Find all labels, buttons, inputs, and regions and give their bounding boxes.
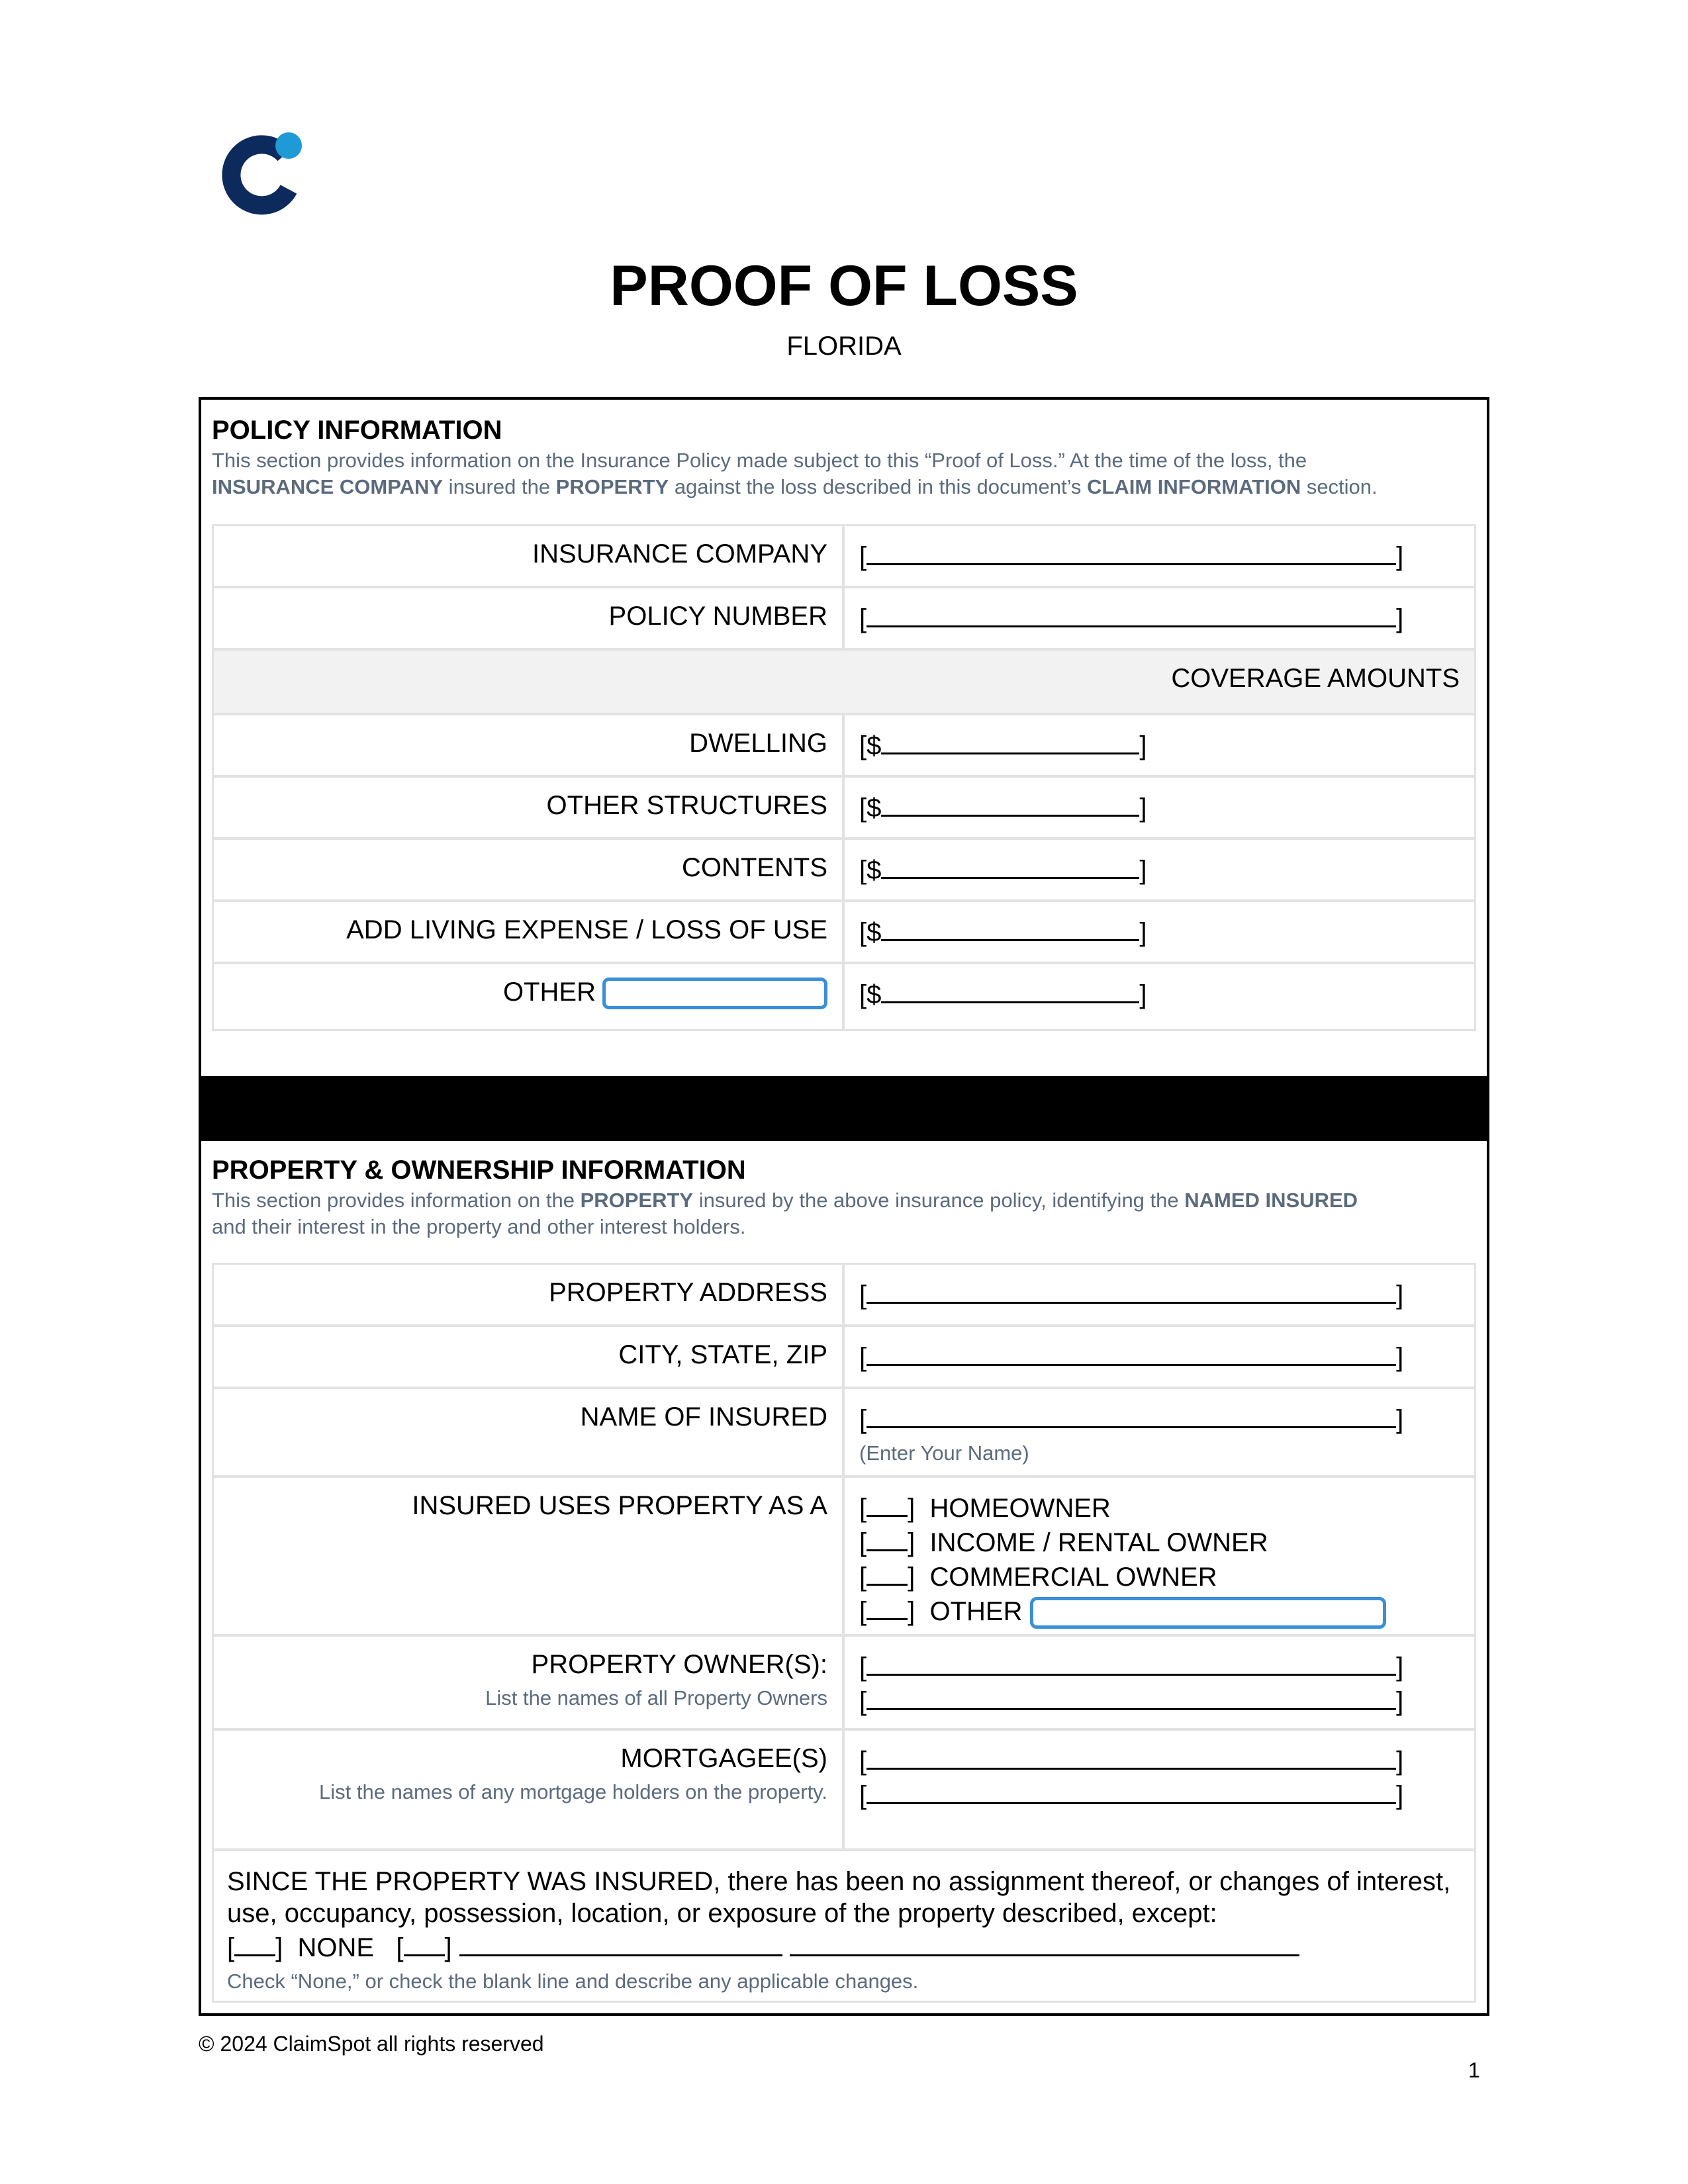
property-section-heading: PROPERTY & OWNERSHIP INFORMATION [212, 1156, 746, 1185]
property-owner-field-1[interactable]: [ ] [859, 1649, 1474, 1683]
living-expense-amount-field[interactable]: [$ ] [845, 902, 1474, 962]
copyright-footer: © 2024 ClaimSpot all rights reserved [199, 2032, 544, 2056]
living-expense-label: ADD LIVING EXPENSE / LOSS OF USE [214, 902, 845, 962]
coverage-amounts-header: COVERAGE AMOUNTS [1171, 664, 1460, 693]
table-row [214, 1731, 1474, 1851]
policy-section-heading: POLICY INFORMATION [212, 416, 502, 445]
changes-none-checkbox[interactable]: [ ] NONE [227, 1933, 374, 1962]
mortgagee-field-2[interactable]: [ ] [859, 1777, 1474, 1811]
table-row [214, 1637, 1474, 1731]
use-option-homeowner[interactable]: [ ] HOMEOWNER [859, 1490, 1474, 1524]
insurance-company-label: INSURANCE COMPANY [214, 526, 845, 586]
name-of-insured-hint: (Enter Your Name) [859, 1441, 1029, 1465]
use-other-input[interactable] [1030, 1597, 1386, 1629]
property-section-description: This section provides information on the PROPERTY insured by the above insurance policy, identifying the NAMED INSURED and their interest in the property and other interest holders. [212, 1189, 1358, 1238]
section-divider-bar [199, 1076, 1489, 1141]
table-row [214, 1389, 1474, 1478]
mortgagee-label: MORTGAGEE(S) [620, 1744, 827, 1773]
contents-label: CONTENTS [214, 840, 845, 899]
dwelling-label: DWELLING [214, 715, 845, 775]
table-row [214, 1851, 1474, 2001]
use-option-commercial[interactable]: [ ] COMMERCIAL OWNER [859, 1559, 1474, 1593]
mortgagee-field-1[interactable]: [ ] [859, 1743, 1474, 1777]
other-coverage-amount-field[interactable]: [$ ] [845, 964, 1474, 1029]
property-use-label: INSURED USES PROPERTY AS A [214, 1478, 845, 1634]
policy-number-field[interactable]: [ ] [845, 588, 1474, 648]
insurance-company-field[interactable]: [ ] [845, 526, 1474, 586]
table-row [214, 902, 1474, 964]
use-option-other[interactable]: [ ] OTHER [859, 1593, 1474, 1629]
table-row [214, 526, 1474, 588]
table-row [214, 651, 1474, 715]
property-address-label: PROPERTY ADDRESS [214, 1265, 845, 1324]
changes-description-field-1[interactable] [459, 1929, 782, 1956]
table-row [214, 1327, 1474, 1389]
changes-description-field-2[interactable] [790, 1929, 1299, 1956]
name-of-insured-field[interactable]: [ ] [859, 1401, 1474, 1435]
table-row [214, 715, 1474, 778]
use-option-income-rental[interactable]: [ ] INCOME / RENTAL OWNER [859, 1524, 1474, 1559]
name-of-insured-label: NAME OF INSURED [214, 1389, 845, 1475]
mortgagee-hint: List the names of any mortgage holders on the property. [319, 1780, 827, 1803]
other-coverage-input[interactable] [602, 978, 827, 1009]
property-owner-field-2[interactable]: [ ] [859, 1683, 1474, 1717]
dwelling-amount-field[interactable]: [$ ] [845, 715, 1474, 775]
page-subtitle: FLORIDA [786, 332, 902, 361]
other-structures-label: OTHER STRUCTURES [214, 778, 845, 837]
policy-table [212, 524, 1476, 1031]
city-state-zip-label: CITY, STATE, ZIP [214, 1327, 845, 1387]
table-row [214, 778, 1474, 840]
other-structures-amount-field[interactable]: [$ ] [845, 778, 1474, 837]
table-row [214, 1478, 1474, 1637]
city-state-zip-field[interactable]: [ ] [845, 1327, 1474, 1387]
table-row [214, 1265, 1474, 1327]
since-insured-statement: SINCE THE PROPERTY WAS INSURED, there has been no assignment thereof, or changes of interest, use, occupancy, possession, location, or exposure of the property described, except: [227, 1867, 1451, 1928]
policy-number-label: POLICY NUMBER [214, 588, 845, 648]
page-title: PROOF OF LOSS [610, 254, 1078, 318]
other-coverage-label: OTHER [503, 978, 596, 1007]
property-table [212, 1263, 1476, 2003]
table-row [214, 588, 1474, 651]
changes-hint: Check “None,” or check the blank line and describe any applicable changes. [227, 1970, 919, 1993]
property-owners-hint: List the names of all Property Owners [485, 1686, 827, 1709]
changes-describe-checkbox[interactable]: [ ] [396, 1933, 451, 1962]
contents-amount-field[interactable]: [$ ] [845, 840, 1474, 899]
page-number: 1 [1468, 2058, 1480, 2082]
table-row [214, 964, 1474, 1029]
policy-section-description: This section provides information on the Insurance Policy made subject to this “Proof of Loss.” At the time of the loss, the INSURANCE COMPANY insured the PROPERTY against the loss described in this document’s CLAIM INFORMATION section. [212, 449, 1378, 498]
property-owners-label: PROPERTY OWNER(S): [531, 1650, 827, 1679]
claimspot-logo-icon [221, 126, 311, 216]
property-address-field[interactable]: [ ] [845, 1265, 1474, 1324]
table-row [214, 840, 1474, 902]
